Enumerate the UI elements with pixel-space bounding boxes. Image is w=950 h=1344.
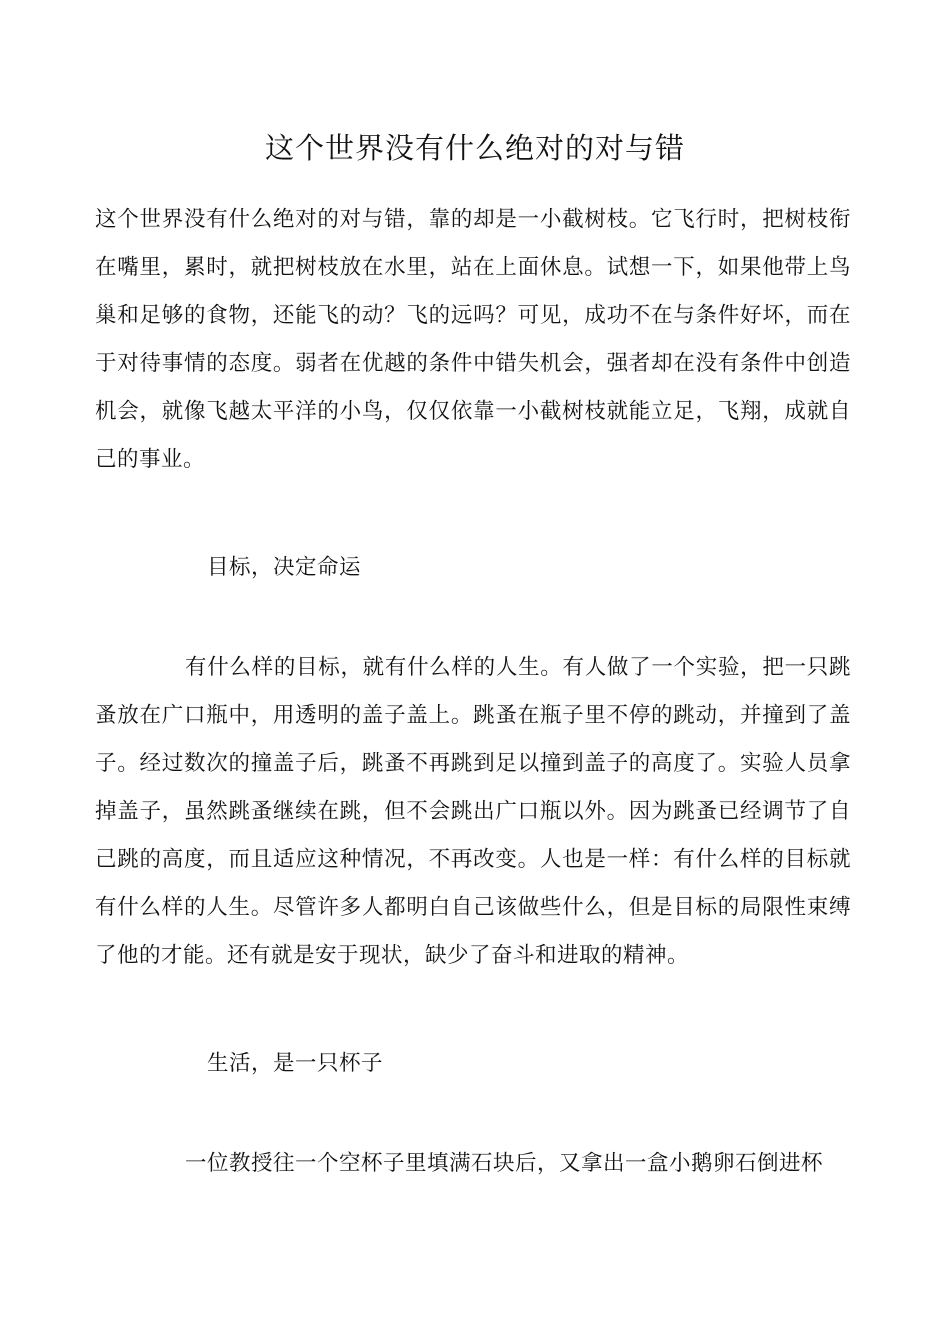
section-heading-goals: 目标，决定命运 — [207, 555, 362, 580]
section-heading-cup: 生活，是一只杯子 — [207, 1051, 384, 1076]
document-title: 这个世界没有什么绝对的对与错 — [264, 131, 685, 165]
paragraph-3: 一位教授往一个空杯子里填满石块后，又拿出一盒小鹅卵石倒进杯 — [185, 1151, 824, 1176]
paragraph-1: 这个世界没有什么绝对的对与错，靠的却是一小截树枝。它飞行时，把树枝衔在嘴里，累时，就把树枝放在水里，站在上面休息。试想一下，如果他带上鸟巢和足够的食物，还能飞的动？飞的远吗？可见，成功不在与条件好坏，而在于对待事情的态度。弱者在优越的条件中错失机会，强者却在没有条件中创造机会，就像飞越太平洋的小鸟，仅仅依靠一小截树枝就能立足，飞翔，成就自己的事业。 — [95, 207, 851, 472]
paragraph-2: 有什么样的目标，就有什么样的人生。有人做了一个实验，把一只跳蚤放在广口瓶中，用透明的盖子盖上。跳蚤在瓶子里不停的跳动，并撞到了盖子。经过数次的撞盖子后，跳蚤不再跳到足以撞到盖子的高度了。实验人员拿掉盖子，虽然跳蚤继续在跳，但不会跳出广口瓶以外。因为跳蚤已经调节了自己跳的高度，而且适应这种情况，不再改变。人也是一样：有什么样的目标就有什么样的人生。尽管许多人都明白自己该做些什么，但是目标的局限性束缚了他的才能。还有就是安于现状，缺少了奋斗和进取的精神。 — [95, 655, 851, 968]
